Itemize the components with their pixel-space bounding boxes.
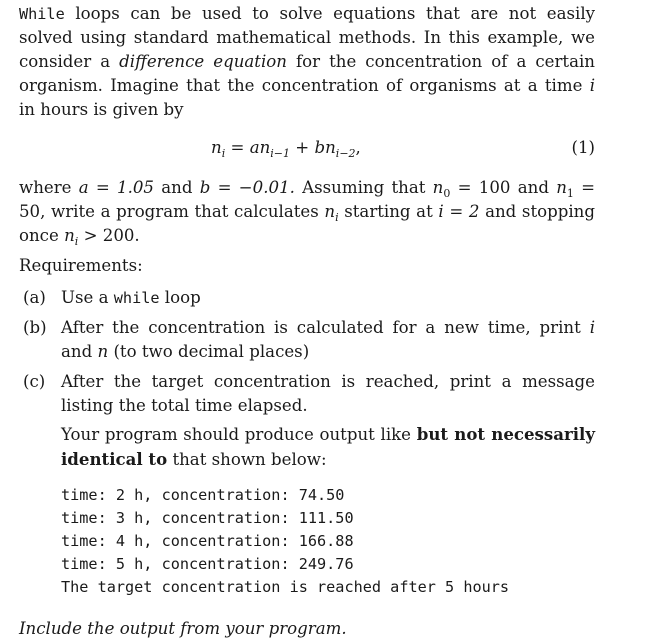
cond-stop-value: > 200. bbox=[83, 226, 140, 245]
req-a-text-pre: Use a bbox=[61, 288, 109, 307]
req-c-text: After the target concentration is reached, print a message listing the total time elapsed. bbox=[61, 372, 595, 415]
sample-output-line: time: 2 h, concentration: 74.50 bbox=[61, 486, 345, 504]
req-b-var-n: n bbox=[97, 342, 109, 361]
cond-start: i = 2 bbox=[438, 202, 480, 221]
requirement-label: (b) bbox=[23, 318, 47, 337]
intro-text-2: for the concentration of a certain organism. Imagine that the concentration of organisms at a time bbox=[19, 52, 595, 95]
eq-term2: n bbox=[325, 138, 336, 157]
cond-n0: n bbox=[432, 178, 444, 197]
requirements-heading: Requirements: bbox=[19, 256, 143, 275]
eq-comma: , bbox=[355, 138, 361, 157]
cond-n1: n bbox=[556, 178, 567, 197]
cond-ni: n bbox=[324, 202, 336, 221]
cond-n1-sub: 1 bbox=[566, 187, 574, 200]
req-a-text-post: loop bbox=[164, 288, 201, 307]
cond-b-value: b = −0.01. bbox=[199, 178, 295, 197]
note-bold: but not necessarily identical to bbox=[61, 424, 595, 469]
note-pre: Your program should produce output like bbox=[61, 425, 411, 444]
time-variable: i bbox=[589, 76, 595, 95]
req-b-var-i: i bbox=[589, 318, 595, 337]
cond-n0-value: = 100 bbox=[457, 178, 511, 197]
requirement-a bbox=[19, 286, 595, 310]
equation-body bbox=[211, 136, 361, 160]
cond-where: where bbox=[19, 178, 72, 197]
eq-lhs-sub: i bbox=[221, 147, 226, 160]
eq-term2-sub: i−2 bbox=[335, 147, 356, 160]
note-post: that shown below: bbox=[172, 450, 327, 469]
cond-assuming: Assuming that bbox=[302, 178, 426, 197]
eq-coef-b: b bbox=[314, 138, 326, 157]
sample-output-line: time: 5 h, concentration: 249.76 bbox=[61, 555, 354, 573]
intro-text-1: loops can be used to solve equations that are not easily solved using standard mathematical methods. In this example, we consider a bbox=[19, 4, 595, 71]
eq-coef-a: a bbox=[249, 138, 260, 157]
requirement-label: (a) bbox=[23, 288, 46, 307]
sample-output-block bbox=[19, 484, 595, 599]
cond-task-2: starting at bbox=[344, 202, 433, 221]
cond-ni-sub: i bbox=[335, 211, 339, 224]
cond-stop-sub: i bbox=[74, 235, 79, 248]
sample-output-line: The target concentration is reached after 5 hours bbox=[61, 578, 510, 596]
eq-equals: = bbox=[230, 138, 245, 157]
req-b-text-pre: After the concentration is calculated for a new time, print bbox=[61, 318, 581, 337]
cond-n0-sub: 0 bbox=[443, 187, 451, 200]
requirement-c bbox=[19, 370, 595, 472]
requirement-b bbox=[19, 316, 595, 364]
cond-n1-value: = 50, bbox=[19, 178, 596, 221]
sample-output-line: time: 3 h, concentration: 111.50 bbox=[61, 509, 354, 527]
output-note bbox=[61, 422, 595, 472]
while-keyword: While bbox=[19, 5, 65, 23]
closing-instruction: Include the output from your program. bbox=[19, 619, 347, 638]
difference-equation-term: difference equation bbox=[119, 52, 287, 71]
conditions-paragraph bbox=[19, 176, 595, 248]
cond-task-3: and stopping once bbox=[19, 202, 595, 245]
cond-task-1: write a program that calculates bbox=[51, 202, 319, 221]
req-b-text-post: (to two decimal places) bbox=[113, 342, 310, 361]
requirement-label: (c) bbox=[23, 372, 46, 391]
intro-text-3: in hours is given by bbox=[19, 100, 184, 119]
intro-paragraph bbox=[19, 2, 595, 122]
eq-term1-sub: i−1 bbox=[270, 147, 291, 160]
eq-lhs: n bbox=[211, 138, 222, 157]
cond-stop: n bbox=[64, 226, 75, 245]
equation-number: (1) bbox=[571, 138, 595, 157]
cond-a-value: a = 1.05 bbox=[78, 178, 154, 197]
req-a-code: while bbox=[113, 289, 160, 307]
sample-output-line: time: 4 h, concentration: 166.88 bbox=[61, 532, 354, 550]
problem-document bbox=[19, 2, 595, 641]
req-b-text-mid: and bbox=[61, 342, 93, 361]
eq-plus: + bbox=[295, 138, 310, 157]
eq-term1: n bbox=[259, 138, 271, 157]
cond-and-1: and bbox=[161, 178, 193, 197]
cond-and-2: and bbox=[517, 178, 549, 197]
difference-equation bbox=[19, 136, 595, 162]
